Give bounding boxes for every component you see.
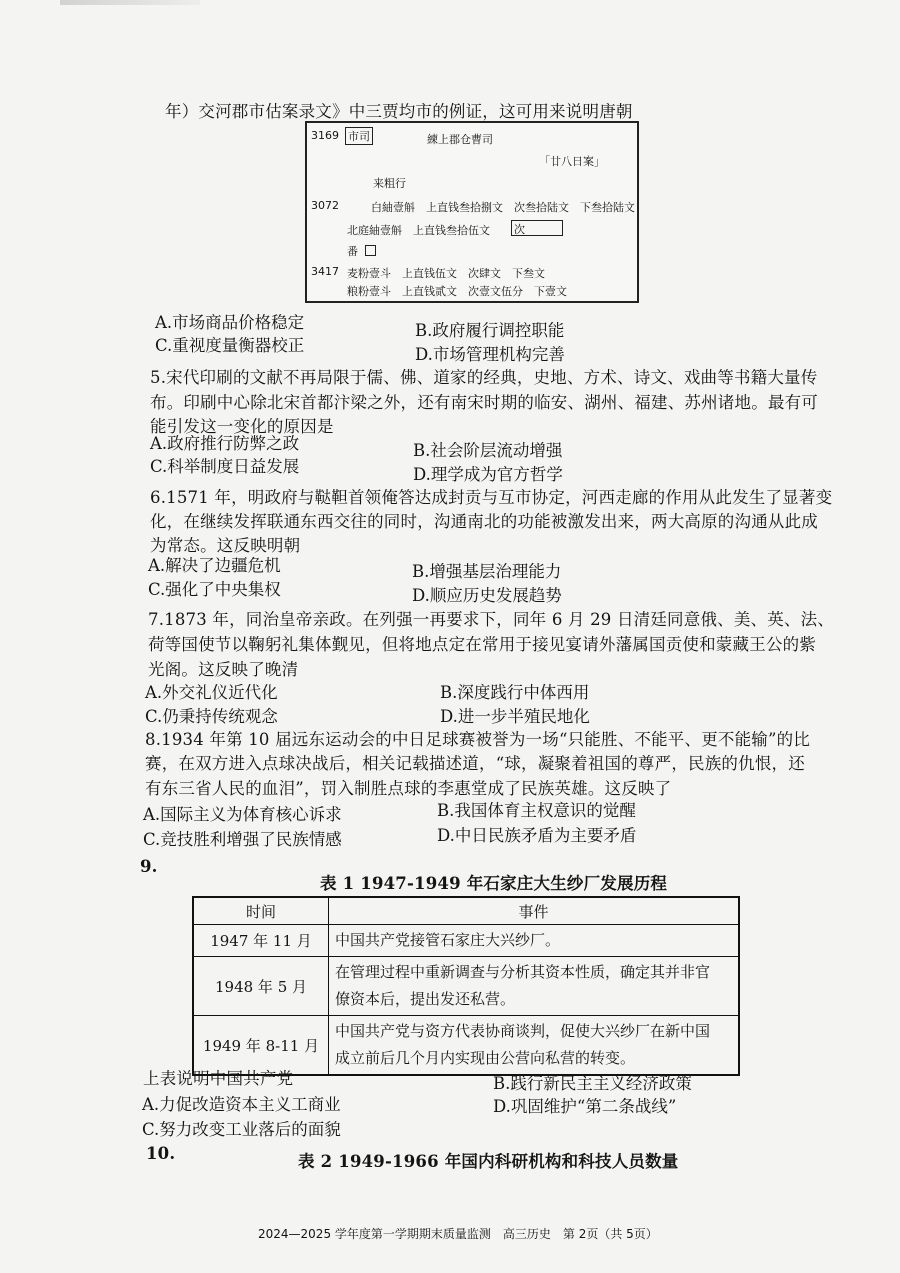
table-cell-time: 1948 年 5 月: [193, 957, 329, 1016]
table-row: [193, 925, 739, 957]
q6-line: 6.1571 年，明政府与鞑靼首领俺答达成封贡与互市协定，河西走廊的作用从此发生了显著变: [150, 488, 833, 507]
q9-number: 9.: [140, 857, 158, 876]
q8-option-d: D.中日民族矛盾为主要矛盾: [437, 826, 637, 845]
event-line: 在管理过程中重新调查与分析其资本性质，确定其并非官: [335, 963, 711, 981]
q5-line: 5.宋代印刷的文献不再局限于儒、佛、道家的经典，史地、方术、诗文、戏曲等书籍大量传: [150, 368, 818, 387]
q6-option-c: C.强化了中央集权: [148, 580, 281, 599]
q8-line: 有东三省人民的血泪”，罚入制胜点球的李惠堂成了民族英雄。这反映了: [145, 779, 672, 798]
table-row: [193, 957, 739, 1016]
table-cell-event: [329, 925, 740, 957]
q9-option-d: D.巩固维护“第二条战线”: [493, 1097, 677, 1116]
q9-option-c: C.努力改变工业落后的面貌: [142, 1120, 341, 1139]
doc-line: 来粗行: [373, 177, 406, 190]
doc-line: 白紬壹斛 上直钱叁拾捌文 次叁拾陆文 下叁拾陆文: [371, 201, 635, 214]
q8-option-c: C.竞技胜利增强了民族情感: [143, 830, 342, 849]
q7-option-d: D.进一步半殖民地化: [440, 707, 590, 726]
page-footer: 2024—2025 学年度第一学期期末质量监测 高三历史 第 2页（共 5页）: [258, 1227, 658, 1241]
q5-option-d: D.理学成为官方哲学: [413, 465, 563, 484]
event-line: 僚资本后，提出发还私营。: [335, 990, 516, 1008]
q7-option-a: A.外交礼仪近代化: [145, 683, 278, 702]
table1: [192, 896, 740, 1076]
scan-edge-artifact: [60, 0, 200, 5]
q7-line: 荷等国使节以鞠躬礼集体觐见，但将地点定在常用于接见宴请外藩属国贡使和蒙藏王公的紫: [148, 635, 816, 654]
doc-empty-box: [365, 245, 376, 256]
q4-option-d: D.市场管理机构完善: [415, 345, 565, 364]
table-cell-event: [329, 1016, 740, 1076]
table-cell-time: 1949 年 8-11 月: [193, 1016, 329, 1076]
table-header-time: 时间: [193, 897, 329, 925]
q9-stem: 上表说明中国共产党: [143, 1069, 294, 1088]
q5-option-a: A.政府推行防弊之政: [150, 434, 300, 453]
table-cell-time: 1947 年 11 月: [193, 925, 329, 957]
doc-line: 粮粉壹斗 上直钱贰文 次壹文伍分 下壹文: [347, 285, 567, 298]
q7-line: 7.1873 年，同治皇帝亲政。在列强一再要求下，同年 6 月 29 日清廷同意俄、美、英、法、: [148, 610, 835, 629]
q9-option-a: A.力促改造资本主义工商业: [142, 1095, 341, 1114]
event-line: 中国共产党接管石家庄大兴纱厂。: [335, 931, 561, 949]
q5-option-b: B.社会阶层流动增强: [413, 441, 563, 460]
table-cell-event: [329, 957, 740, 1016]
q6-option-d: D.顺应历史发展趋势: [412, 586, 562, 605]
q7-option-b: B.深度践行中体西用: [440, 683, 590, 702]
doc-line: 麦粉壹斗 上直钱伍文 次肆文 下叁文: [347, 267, 545, 280]
table-header-row: [193, 897, 739, 925]
q4-option-b: B.政府履行调控职能: [415, 321, 565, 340]
q8-line: 赛，在双方进入点球决战后，相关记载描述道，“球，凝聚着祖国的尊严，民族的仇恨，还: [145, 754, 805, 773]
q5-line: 布。印刷中心除北宋首都汴梁之外，还有南宋时期的临安、湖州、福建、苏州诸地。最有可: [150, 393, 818, 412]
doc-stamp: 市司: [345, 127, 373, 145]
table-header-event: 事件: [329, 897, 740, 925]
table2-title: 表 2 1949-1966 年国内科研机构和科技人员数量: [298, 1152, 679, 1171]
q7-line: 光阁。这反映了晚清: [148, 660, 299, 679]
q6-option-b: B.增强基层治理能力: [412, 562, 562, 581]
market-price-document-image: [305, 121, 639, 303]
q8-line: 8.1934 年第 10 届远东运动会的中日足球赛被誉为一场“只能胜、不能平、更不能输”的比: [145, 730, 811, 749]
q7-option-c: C.仍秉持传统观念: [145, 707, 278, 726]
q8-option-a: A.国际主义为体育核心诉求: [143, 805, 342, 824]
doc-row-number: 3417: [311, 265, 339, 278]
q4-option-a: A.市场商品价格稳定: [155, 313, 305, 332]
q6-line: 为常态。这反映明朝: [150, 536, 301, 555]
q4-stem-tail: 年）交河郡市估案录文》中三贾均市的例证，这可用来说明唐朝: [165, 102, 633, 121]
doc-line: 北庭紬壹斛 上直钱叁拾伍文: [347, 224, 490, 237]
q6-line: 化，在继续发挥联通东西交往的同时，沟通南北的功能被激发出来，两大高原的沟通从此成: [150, 512, 818, 531]
q8-option-b: B.我国体育主权意识的觉醒: [437, 801, 636, 820]
q10-number: 10.: [146, 1144, 176, 1163]
q5-option-c: C.科举制度日益发展: [150, 457, 300, 476]
doc-line: 番: [347, 245, 358, 258]
doc-title: 練上郡仓曹司: [427, 133, 493, 146]
doc-row-number: 3169: [311, 129, 339, 142]
table1-title: 表 1 1947-1949 年石家庄大生纱厂发展历程: [320, 874, 668, 893]
event-line: 成立前后几个月内实现由公营向私营的转变。: [335, 1049, 636, 1067]
q9-option-b: B.践行新民主主义经济政策: [493, 1074, 692, 1093]
doc-row-number: 3072: [311, 199, 339, 212]
q6-option-a: A.解决了边疆危机: [148, 556, 281, 575]
q5-line: 能引发这一变化的原因是: [150, 417, 334, 436]
doc-date: 「廿八日案」: [539, 155, 605, 168]
doc-boxed-entry: 次: [511, 220, 563, 236]
event-line: 中国共产党与资方代表协商谈判，促使大兴纱厂在新中国: [335, 1022, 711, 1040]
q4-option-c: C.重视度量衡器校正: [155, 336, 305, 355]
